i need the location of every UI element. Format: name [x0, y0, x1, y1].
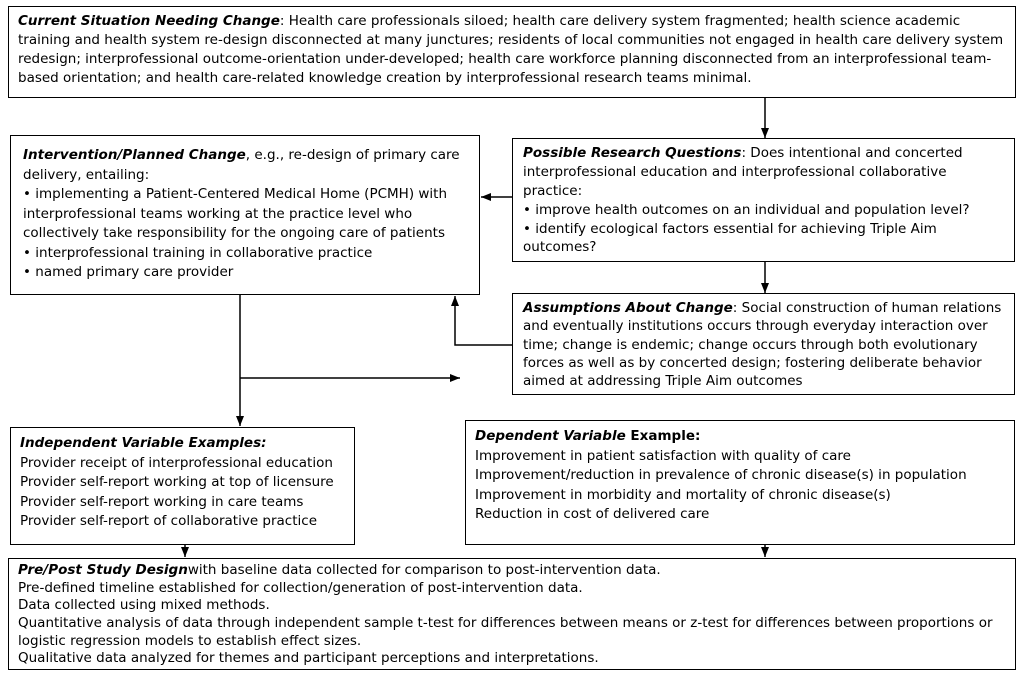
study-design-line: Qualitative data analyzed for themes and participant perceptions and interpretations.	[18, 650, 599, 667]
dependent-variable-line: Improvement in morbidity and mortality of chronic disease(s)	[475, 486, 891, 503]
study-design-title-rest: with baseline data collected for comparison to post-intervention data.	[187, 562, 661, 578]
research-questions-bullet: • identify ecological factors essential for achieving Triple Aim outcomes?	[523, 220, 1004, 258]
dependent-variables-title-rest: Example:	[625, 428, 701, 444]
dependent-variables-title-line	[475, 427, 1005, 447]
intervention-bullet: • interprofessional training in collaborative practice	[23, 244, 467, 264]
study-design-line: Data collected using mixed methods.	[18, 597, 270, 614]
dependent-variable-line: Improvement in patient satisfaction with quality of care	[475, 447, 851, 464]
intervention-lead: , e.g., re-design of primary care delivery, entailing:	[23, 147, 460, 183]
intervention-box	[10, 135, 480, 295]
research-questions-box	[512, 138, 1015, 262]
intervention-bullet: • named primary care provider	[23, 263, 467, 283]
research-questions-lead-paragraph	[523, 144, 1004, 201]
study-design-title-line	[18, 562, 1006, 580]
study-design-box	[8, 558, 1016, 670]
assumptions-box	[512, 293, 1015, 395]
current-situation-body: : Health care professionals siloed; health care delivery system fragmented; health science academic training and health system re-design disconnected at many junctures; residents of local communities not engaged in health care delivery system redesign; interprofessional outcome-orientation under-developed; health care workforce planning disconnected from an interprofessional team-based orientation; and health care-related knowledge creation by interprofessional research teams minimal.	[18, 13, 1004, 87]
intervention-lead-paragraph	[23, 146, 467, 185]
research-questions-lead: : Does intentional and concerted interprofessional education and interprofessional collaborative practice:	[523, 145, 963, 199]
study-design-line: Quantitative analysis of data through independent sample t-test for differences between means or z-test for differences between proportions or logistic regression models to establish effect sizes.	[18, 615, 993, 649]
independent-variables-box	[10, 427, 355, 545]
intervention-bullet: • implementing a Patient-Centered Medical Home (PCMH) with interprofessional teams working at the practice level who collectively take responsibility for the ongoing care of patients	[23, 185, 467, 244]
independent-variable-line: Provider self-report of collaborative practice	[20, 513, 317, 530]
dependent-variables-title: Dependent Variable	[475, 428, 626, 444]
independent-variables-title: Independent Variable Examples:	[20, 435, 267, 451]
research-questions-bullet: • improve health outcomes on an individual and population level?	[523, 201, 1004, 220]
intervention-title: Intervention/Planned Change	[23, 147, 246, 163]
current-situation-title: Current Situation Needing Change	[18, 13, 280, 29]
dependent-variable-line: Reduction in cost of delivered care	[475, 506, 710, 523]
study-design-title: Pre/Post Study Design	[18, 562, 188, 578]
independent-variable-line: Provider self-report working in care teams	[20, 493, 304, 510]
dependent-variables-box	[465, 420, 1015, 545]
assumptions-title: Assumptions About Change	[523, 300, 733, 316]
independent-variable-line: Provider self-report working at top of licensure	[20, 474, 334, 491]
research-questions-title: Possible Research Questions	[523, 145, 742, 161]
independent-variable-line: Provider receipt of interprofessional education	[20, 454, 333, 471]
dependent-variable-line: Improvement/reduction in prevalence of chronic disease(s) in population	[475, 467, 967, 484]
study-design-line: Pre-defined timeline established for collection/generation of post-intervention data.	[18, 579, 583, 596]
assumptions-body: : Social construction of human relations and eventually institutions occurs through everyday interaction over time; change is endemic; change occurs through both evolutionary forces as well as by concerted design; fostering deliberate behavior aimed at addressing Triple Aim outcomes	[523, 300, 1002, 390]
current-situation-box	[8, 6, 1016, 98]
arrow-assumptions-to-intervention	[455, 296, 512, 345]
